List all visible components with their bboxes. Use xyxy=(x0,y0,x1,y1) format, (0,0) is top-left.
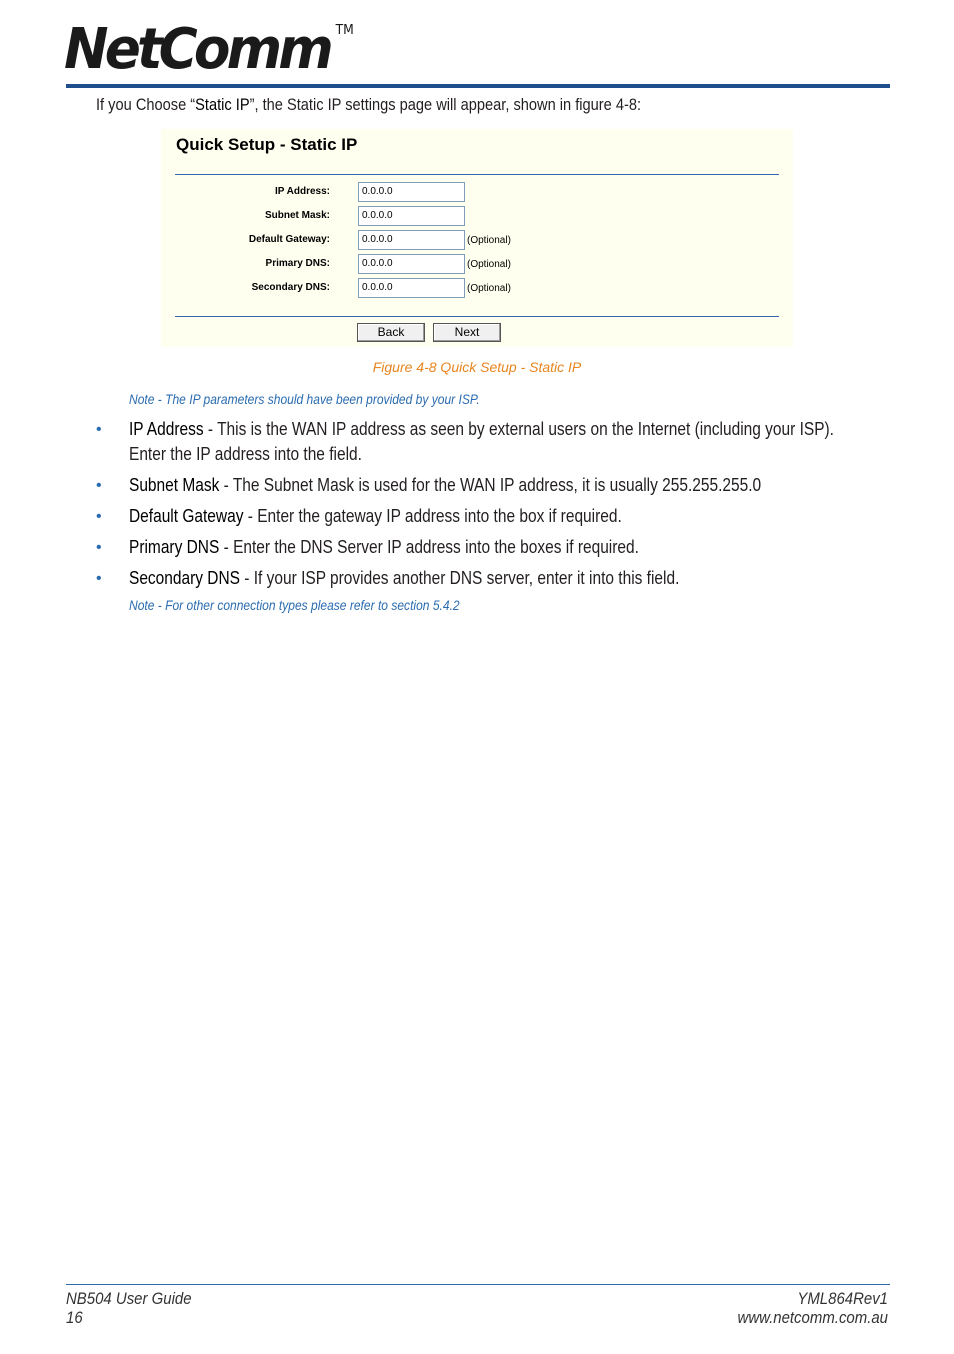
list-item-description: - Enter the DNS Server IP address into the boxes if required. xyxy=(219,537,639,557)
figure-bottom-rule xyxy=(175,316,779,317)
list-item-description: - This is the WAN IP address as seen by external users on the Internet (including your ISP). xyxy=(203,419,834,439)
bullet-icon: • xyxy=(96,508,102,525)
ip-address-row xyxy=(161,182,793,202)
footer-revision: YML864Rev1 xyxy=(797,1289,888,1308)
list-item-term: IP Address xyxy=(129,419,204,439)
list-item-description: - Enter the gateway IP address into the box if required. xyxy=(243,506,622,526)
intro-text-before: If you Choose “ xyxy=(96,95,196,114)
subnet-mask-label: Subnet Mask: xyxy=(264,210,330,221)
figure-top-rule xyxy=(175,174,779,175)
intro-text-after: ”, the Static IP settings page will appear, shown in figure 4-8: xyxy=(249,95,642,114)
note-other-connection-types: Note - For other connection types please refer to section 5.4.2 xyxy=(129,597,460,613)
list-item-term: Subnet Mask xyxy=(129,475,220,495)
next-button[interactable]: Next xyxy=(433,323,501,342)
list-item-text xyxy=(129,473,869,498)
footer-guide-title: NB504 User Guide xyxy=(66,1289,192,1308)
list-item-text xyxy=(129,504,869,529)
subnet-mask-input[interactable] xyxy=(358,206,465,226)
default-gateway-label: Default Gateway: xyxy=(248,234,330,245)
list-item-description-cont: Enter the IP address into the field. xyxy=(129,444,362,464)
logo-trademark: TM xyxy=(335,23,354,38)
primary-dns-optional: (Optional) xyxy=(467,259,511,270)
intro-highlight: Static IP xyxy=(195,95,250,114)
header-rule xyxy=(66,84,890,88)
figure-caption: Figure 4-8 Quick Setup - Static IP xyxy=(372,359,582,375)
default-gateway-optional: (Optional) xyxy=(467,235,511,246)
bullet-icon: • xyxy=(96,539,102,556)
primary-dns-input[interactable] xyxy=(358,254,465,274)
logo-text: NetComm xyxy=(64,17,330,82)
static-ip-screenshot xyxy=(161,129,793,347)
ip-address-input[interactable] xyxy=(358,182,465,202)
figure-title: Quick Setup - Static IP xyxy=(176,135,358,154)
footer-website[interactable]: www.netcomm.com.au xyxy=(737,1308,888,1327)
ip-address-label: IP Address: xyxy=(274,186,330,197)
bullet-icon: • xyxy=(96,421,102,438)
list-item-term: Primary DNS xyxy=(129,537,220,557)
list-item-description: - If your ISP provides another DNS server, enter it into this field. xyxy=(239,568,680,588)
list-item-term: Default Gateway xyxy=(129,506,244,526)
footer-page-number: 16 xyxy=(66,1308,83,1327)
list-item-text xyxy=(129,535,869,560)
list-item-text xyxy=(129,566,869,591)
secondary-dns-label: Secondary DNS: xyxy=(251,282,330,293)
subnet-mask-row xyxy=(161,206,793,226)
footer-rule xyxy=(66,1284,890,1285)
secondary-dns-row xyxy=(161,278,793,298)
back-button[interactable]: Back xyxy=(357,323,425,342)
intro-paragraph xyxy=(96,95,641,115)
bullet-icon: • xyxy=(96,570,102,587)
note-isp-parameters: Note - The IP parameters should have been provided by your ISP. xyxy=(129,391,480,407)
secondary-dns-optional: (Optional) xyxy=(467,283,511,294)
list-item-description: - The Subnet Mask is used for the WAN IP address, it is usually 255.255.255.0 xyxy=(219,475,762,495)
primary-dns-row xyxy=(161,254,793,274)
list-item-term: Secondary DNS xyxy=(129,568,240,588)
bullet-icon: • xyxy=(96,477,102,494)
list-item-text xyxy=(129,417,869,467)
default-gateway-input[interactable] xyxy=(358,230,465,250)
default-gateway-row xyxy=(161,230,793,250)
primary-dns-label: Primary DNS: xyxy=(265,258,330,269)
secondary-dns-input[interactable] xyxy=(358,278,465,298)
